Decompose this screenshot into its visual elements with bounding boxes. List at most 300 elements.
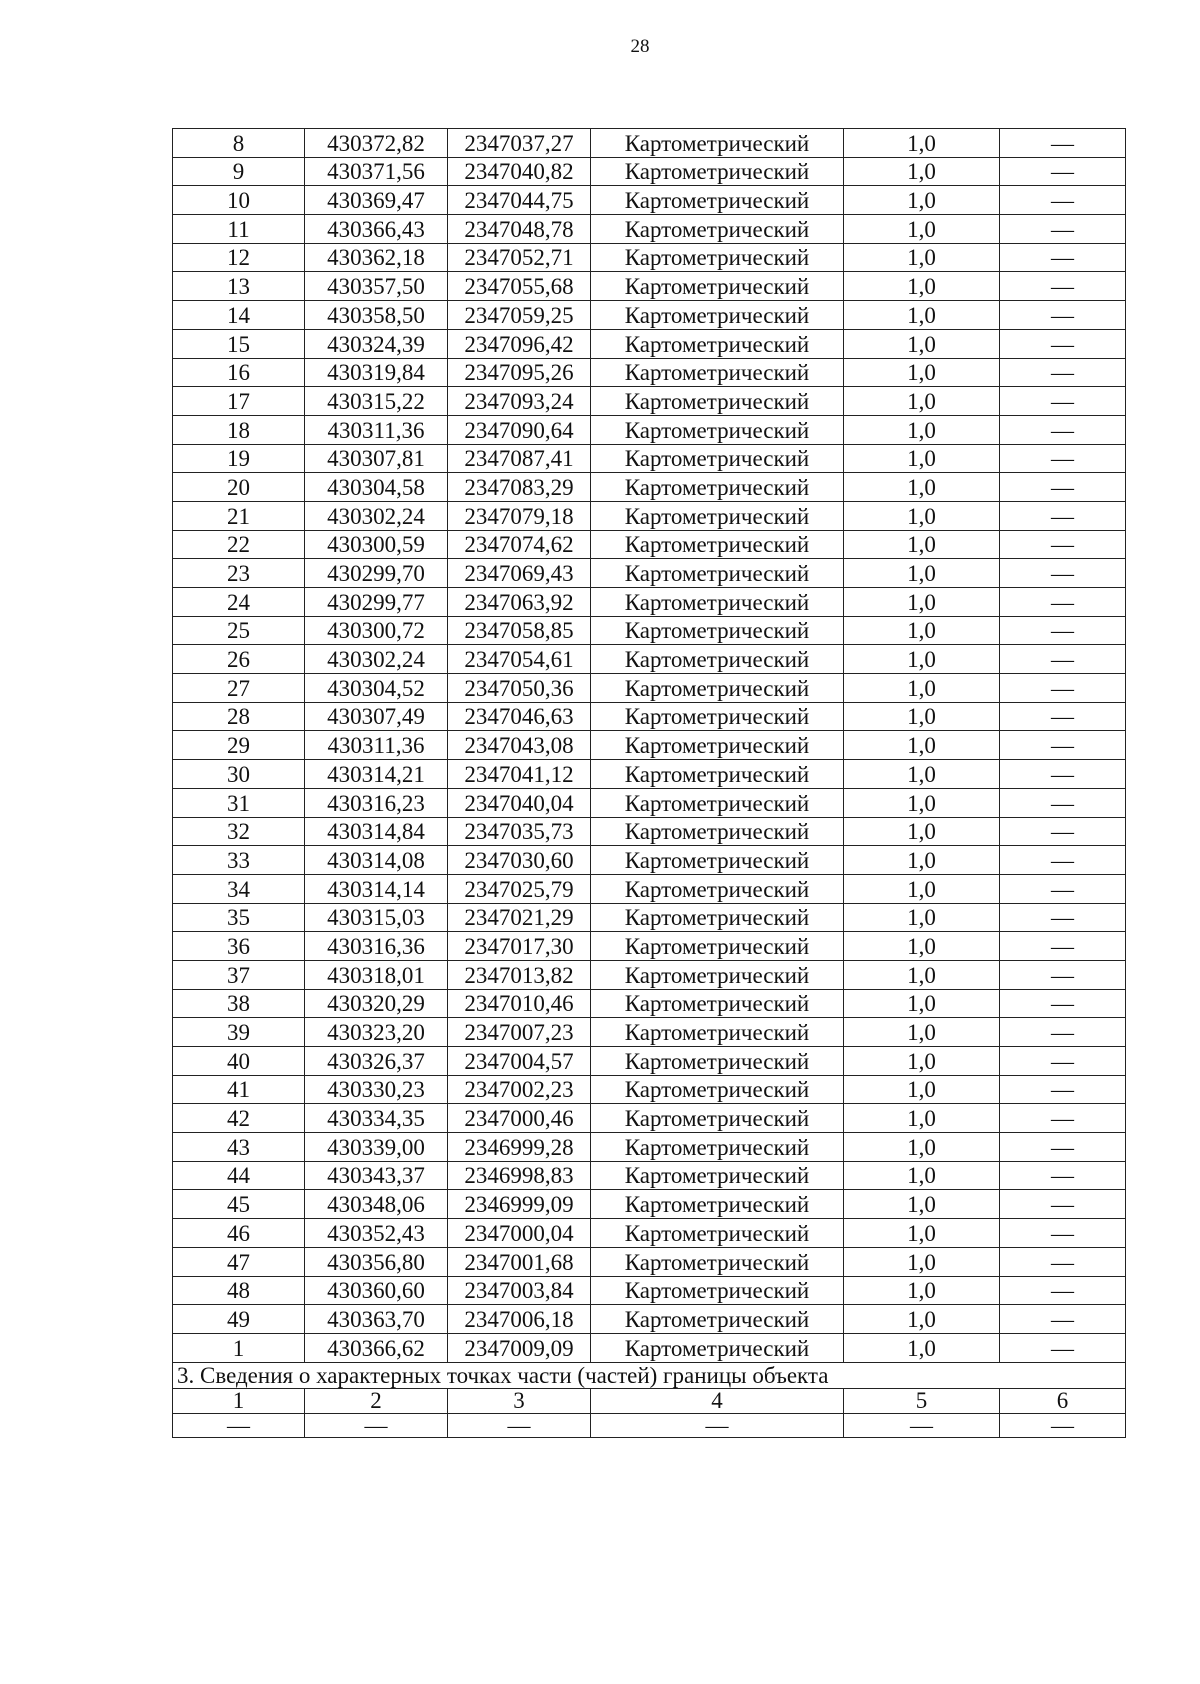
table-row	[173, 559, 1126, 588]
point-number-cell: 37	[173, 960, 305, 989]
method-cell: Картометрический	[591, 243, 844, 272]
accuracy-cell: 1,0	[844, 1247, 1000, 1276]
accuracy-cell: 1,0	[844, 530, 1000, 559]
point-number-cell: 47	[173, 1247, 305, 1276]
coordinates-table	[172, 128, 1126, 1438]
y-coordinate-cell: 2347050,36	[448, 674, 591, 703]
accuracy-cell: 1,0	[844, 559, 1000, 588]
section3-empty-row	[173, 1413, 1126, 1437]
point-number-cell: 17	[173, 387, 305, 416]
table-row	[173, 817, 1126, 846]
x-coordinate-cell: 430314,21	[305, 760, 448, 789]
point-number-cell: 30	[173, 760, 305, 789]
method-cell: Картометрический	[591, 1219, 844, 1248]
table-row	[173, 301, 1126, 330]
point-number-cell: 20	[173, 473, 305, 502]
method-cell: Картометрический	[591, 387, 844, 416]
method-cell: Картометрический	[591, 1075, 844, 1104]
point-number-cell: 18	[173, 415, 305, 444]
point-number-cell: 29	[173, 731, 305, 760]
description-cell: —	[1000, 444, 1126, 473]
method-cell: Картометрический	[591, 1047, 844, 1076]
point-number-cell: 45	[173, 1190, 305, 1219]
accuracy-cell: 1,0	[844, 186, 1000, 215]
accuracy-cell: 1,0	[844, 960, 1000, 989]
table-row	[173, 1333, 1126, 1362]
x-coordinate-cell: 430300,72	[305, 616, 448, 645]
description-cell: —	[1000, 129, 1126, 158]
table-row	[173, 1075, 1126, 1104]
description-cell: —	[1000, 960, 1126, 989]
method-cell: Картометрический	[591, 186, 844, 215]
table-row	[173, 157, 1126, 186]
x-coordinate-cell: 430307,49	[305, 702, 448, 731]
description-cell: —	[1000, 1333, 1126, 1362]
y-coordinate-cell: 2347000,04	[448, 1219, 591, 1248]
table-row	[173, 530, 1126, 559]
description-cell: —	[1000, 473, 1126, 502]
x-coordinate-cell: 430315,03	[305, 903, 448, 932]
y-coordinate-cell: 2347000,46	[448, 1104, 591, 1133]
method-cell: Картометрический	[591, 415, 844, 444]
x-coordinate-cell: 430326,37	[305, 1047, 448, 1076]
x-coordinate-cell: 430339,00	[305, 1133, 448, 1162]
table-row	[173, 415, 1126, 444]
accuracy-cell: 1,0	[844, 1276, 1000, 1305]
description-cell: —	[1000, 1219, 1126, 1248]
method-cell: Картометрический	[591, 817, 844, 846]
section3-title: 3. Сведения о характерных точках части (частей) границы объекта	[173, 1362, 1126, 1388]
y-coordinate-cell: 2347021,29	[448, 903, 591, 932]
point-number-cell: 36	[173, 932, 305, 961]
x-coordinate-cell: 430302,24	[305, 645, 448, 674]
x-coordinate-cell: 430357,50	[305, 272, 448, 301]
description-cell: —	[1000, 501, 1126, 530]
description-cell: —	[1000, 243, 1126, 272]
x-coordinate-cell: 430316,23	[305, 788, 448, 817]
description-cell: —	[1000, 932, 1126, 961]
table-row	[173, 215, 1126, 244]
table-row	[173, 989, 1126, 1018]
y-coordinate-cell: 2347048,78	[448, 215, 591, 244]
method-cell: Картометрический	[591, 989, 844, 1018]
method-cell: Картометрический	[591, 903, 844, 932]
accuracy-cell: 1,0	[844, 1333, 1000, 1362]
description-cell: —	[1000, 415, 1126, 444]
y-coordinate-cell: 2346998,83	[448, 1161, 591, 1190]
description-cell: —	[1000, 903, 1126, 932]
x-coordinate-cell: 430356,80	[305, 1247, 448, 1276]
x-coordinate-cell: 430366,43	[305, 215, 448, 244]
accuracy-cell: 1,0	[844, 932, 1000, 961]
table-row	[173, 932, 1126, 961]
method-cell: Картометрический	[591, 1104, 844, 1133]
accuracy-cell: 1,0	[844, 129, 1000, 158]
point-number-cell: 27	[173, 674, 305, 703]
table-row	[173, 874, 1126, 903]
y-coordinate-cell: 2347035,73	[448, 817, 591, 846]
description-cell: —	[1000, 1161, 1126, 1190]
point-number-cell: 43	[173, 1133, 305, 1162]
point-number-cell: 32	[173, 817, 305, 846]
description-cell: —	[1000, 1247, 1126, 1276]
y-coordinate-cell: 2347059,25	[448, 301, 591, 330]
point-number-cell: 13	[173, 272, 305, 301]
accuracy-cell: 1,0	[844, 588, 1000, 617]
table-row	[173, 588, 1126, 617]
y-coordinate-cell: 2347044,75	[448, 186, 591, 215]
point-number-cell: 19	[173, 444, 305, 473]
method-cell: Картометрический	[591, 731, 844, 760]
x-coordinate-cell: 430371,56	[305, 157, 448, 186]
method-cell: Картометрический	[591, 788, 844, 817]
method-cell: Картометрический	[591, 760, 844, 789]
table-row	[173, 501, 1126, 530]
accuracy-cell: 1,0	[844, 272, 1000, 301]
method-cell: Картометрический	[591, 559, 844, 588]
point-number-cell: 28	[173, 702, 305, 731]
accuracy-cell: 1,0	[844, 215, 1000, 244]
point-number-cell: 33	[173, 846, 305, 875]
empty-cell: —	[173, 1413, 305, 1437]
empty-cell: —	[448, 1413, 591, 1437]
description-cell: —	[1000, 1190, 1126, 1219]
x-coordinate-cell: 430343,37	[305, 1161, 448, 1190]
y-coordinate-cell: 2347030,60	[448, 846, 591, 875]
y-coordinate-cell: 2346999,09	[448, 1190, 591, 1219]
x-coordinate-cell: 430300,59	[305, 530, 448, 559]
description-cell: —	[1000, 1133, 1126, 1162]
method-cell: Картометрический	[591, 1133, 844, 1162]
accuracy-cell: 1,0	[844, 874, 1000, 903]
description-cell: —	[1000, 846, 1126, 875]
accuracy-cell: 1,0	[844, 1047, 1000, 1076]
accuracy-cell: 1,0	[844, 989, 1000, 1018]
y-coordinate-cell: 2347010,46	[448, 989, 591, 1018]
description-cell: —	[1000, 186, 1126, 215]
x-coordinate-cell: 430323,20	[305, 1018, 448, 1047]
accuracy-cell: 1,0	[844, 415, 1000, 444]
y-coordinate-cell: 2347040,82	[448, 157, 591, 186]
x-coordinate-cell: 430315,22	[305, 387, 448, 416]
description-cell: —	[1000, 731, 1126, 760]
empty-cell: —	[591, 1413, 844, 1437]
accuracy-cell: 1,0	[844, 645, 1000, 674]
point-number-cell: 42	[173, 1104, 305, 1133]
method-cell: Картометрический	[591, 272, 844, 301]
point-number-cell: 1	[173, 1333, 305, 1362]
x-coordinate-cell: 430362,18	[305, 243, 448, 272]
accuracy-cell: 1,0	[844, 157, 1000, 186]
description-cell: —	[1000, 559, 1126, 588]
point-number-cell: 39	[173, 1018, 305, 1047]
method-cell: Картометрический	[591, 846, 844, 875]
method-cell: Картометрический	[591, 616, 844, 645]
x-coordinate-cell: 430302,24	[305, 501, 448, 530]
description-cell: —	[1000, 760, 1126, 789]
accuracy-cell: 1,0	[844, 1190, 1000, 1219]
empty-cell: —	[305, 1413, 448, 1437]
table-row	[173, 616, 1126, 645]
method-cell: Картометрический	[591, 301, 844, 330]
page-number: 28	[630, 36, 650, 57]
table-row	[173, 1104, 1126, 1133]
description-cell: —	[1000, 1276, 1126, 1305]
x-coordinate-cell: 430330,23	[305, 1075, 448, 1104]
table-row	[173, 1219, 1126, 1248]
accuracy-cell: 1,0	[844, 1161, 1000, 1190]
coordinates-table-body	[173, 129, 1126, 1363]
x-coordinate-cell: 430307,81	[305, 444, 448, 473]
point-number-cell: 44	[173, 1161, 305, 1190]
y-coordinate-cell: 2346999,28	[448, 1133, 591, 1162]
y-coordinate-cell: 2347055,68	[448, 272, 591, 301]
x-coordinate-cell: 430366,62	[305, 1333, 448, 1362]
section3-title-row	[173, 1362, 1126, 1388]
point-number-cell: 24	[173, 588, 305, 617]
description-cell: —	[1000, 272, 1126, 301]
x-coordinate-cell: 430319,84	[305, 358, 448, 387]
table-row	[173, 1276, 1126, 1305]
accuracy-cell: 1,0	[844, 444, 1000, 473]
accuracy-cell: 1,0	[844, 903, 1000, 932]
description-cell: —	[1000, 329, 1126, 358]
table-row	[173, 129, 1126, 158]
x-coordinate-cell: 430324,39	[305, 329, 448, 358]
table-row	[173, 1190, 1126, 1219]
y-coordinate-cell: 2347093,24	[448, 387, 591, 416]
y-coordinate-cell: 2347037,27	[448, 129, 591, 158]
table-row	[173, 702, 1126, 731]
x-coordinate-cell: 430363,70	[305, 1305, 448, 1334]
section3-column-numbers-row	[173, 1388, 1126, 1413]
point-number-cell: 14	[173, 301, 305, 330]
table-row	[173, 760, 1126, 789]
method-cell: Картометрический	[591, 329, 844, 358]
method-cell: Картометрический	[591, 473, 844, 502]
accuracy-cell: 1,0	[844, 1133, 1000, 1162]
point-number-cell: 25	[173, 616, 305, 645]
x-coordinate-cell: 430318,01	[305, 960, 448, 989]
x-coordinate-cell: 430314,14	[305, 874, 448, 903]
x-coordinate-cell: 430358,50	[305, 301, 448, 330]
column-number-2: 2	[305, 1388, 448, 1413]
table-row	[173, 1133, 1126, 1162]
description-cell: —	[1000, 301, 1126, 330]
table-row	[173, 1018, 1126, 1047]
accuracy-cell: 1,0	[844, 243, 1000, 272]
point-number-cell: 11	[173, 215, 305, 244]
point-number-cell: 41	[173, 1075, 305, 1104]
method-cell: Картометрический	[591, 358, 844, 387]
section3-body	[173, 1362, 1126, 1437]
table-row	[173, 243, 1126, 272]
description-cell: —	[1000, 788, 1126, 817]
accuracy-cell: 1,0	[844, 1104, 1000, 1133]
description-cell: —	[1000, 645, 1126, 674]
point-number-cell: 16	[173, 358, 305, 387]
x-coordinate-cell: 430314,08	[305, 846, 448, 875]
y-coordinate-cell: 2347003,84	[448, 1276, 591, 1305]
description-cell: —	[1000, 530, 1126, 559]
description-cell: —	[1000, 1075, 1126, 1104]
column-number-3: 3	[448, 1388, 591, 1413]
y-coordinate-cell: 2347087,41	[448, 444, 591, 473]
y-coordinate-cell: 2347001,68	[448, 1247, 591, 1276]
y-coordinate-cell: 2347025,79	[448, 874, 591, 903]
x-coordinate-cell: 430348,06	[305, 1190, 448, 1219]
y-coordinate-cell: 2347004,57	[448, 1047, 591, 1076]
table-row	[173, 444, 1126, 473]
method-cell: Картометрический	[591, 1276, 844, 1305]
point-number-cell: 15	[173, 329, 305, 358]
method-cell: Картометрический	[591, 874, 844, 903]
method-cell: Картометрический	[591, 932, 844, 961]
point-number-cell: 21	[173, 501, 305, 530]
point-number-cell: 10	[173, 186, 305, 215]
y-coordinate-cell: 2347046,63	[448, 702, 591, 731]
method-cell: Картометрический	[591, 702, 844, 731]
table-row	[173, 1161, 1126, 1190]
description-cell: —	[1000, 157, 1126, 186]
column-number-5: 5	[844, 1388, 1000, 1413]
method-cell: Картометрический	[591, 129, 844, 158]
accuracy-cell: 1,0	[844, 674, 1000, 703]
method-cell: Картометрический	[591, 501, 844, 530]
accuracy-cell: 1,0	[844, 1018, 1000, 1047]
point-number-cell: 38	[173, 989, 305, 1018]
x-coordinate-cell: 430311,36	[305, 731, 448, 760]
table-row	[173, 960, 1126, 989]
accuracy-cell: 1,0	[844, 358, 1000, 387]
x-coordinate-cell: 430372,82	[305, 129, 448, 158]
point-number-cell: 46	[173, 1219, 305, 1248]
method-cell: Картометрический	[591, 588, 844, 617]
method-cell: Картометрический	[591, 645, 844, 674]
x-coordinate-cell: 430299,70	[305, 559, 448, 588]
accuracy-cell: 1,0	[844, 846, 1000, 875]
method-cell: Картометрический	[591, 674, 844, 703]
table-row	[173, 846, 1126, 875]
y-coordinate-cell: 2347009,09	[448, 1333, 591, 1362]
x-coordinate-cell: 430360,60	[305, 1276, 448, 1305]
description-cell: —	[1000, 989, 1126, 1018]
method-cell: Картометрический	[591, 1018, 844, 1047]
point-number-cell: 22	[173, 530, 305, 559]
y-coordinate-cell: 2347058,85	[448, 616, 591, 645]
description-cell: —	[1000, 674, 1126, 703]
point-number-cell: 23	[173, 559, 305, 588]
description-cell: —	[1000, 1104, 1126, 1133]
x-coordinate-cell: 430304,52	[305, 674, 448, 703]
table-row	[173, 731, 1126, 760]
description-cell: —	[1000, 616, 1126, 645]
y-coordinate-cell: 2347054,61	[448, 645, 591, 674]
point-number-cell: 9	[173, 157, 305, 186]
y-coordinate-cell: 2347063,92	[448, 588, 591, 617]
table-row	[173, 387, 1126, 416]
empty-cell: —	[1000, 1413, 1126, 1437]
description-cell: —	[1000, 588, 1126, 617]
x-coordinate-cell: 430352,43	[305, 1219, 448, 1248]
x-coordinate-cell: 430314,84	[305, 817, 448, 846]
y-coordinate-cell: 2347079,18	[448, 501, 591, 530]
method-cell: Картометрический	[591, 1305, 844, 1334]
table-row	[173, 186, 1126, 215]
column-number-6: 6	[1000, 1388, 1126, 1413]
description-cell: —	[1000, 358, 1126, 387]
x-coordinate-cell: 430320,29	[305, 989, 448, 1018]
y-coordinate-cell: 2347074,62	[448, 530, 591, 559]
column-number-4: 4	[591, 1388, 844, 1413]
description-cell: —	[1000, 702, 1126, 731]
accuracy-cell: 1,0	[844, 329, 1000, 358]
description-cell: —	[1000, 215, 1126, 244]
y-coordinate-cell: 2347040,04	[448, 788, 591, 817]
accuracy-cell: 1,0	[844, 760, 1000, 789]
description-cell: —	[1000, 1305, 1126, 1334]
column-number-1: 1	[173, 1388, 305, 1413]
y-coordinate-cell: 2347041,12	[448, 760, 591, 789]
y-coordinate-cell: 2347090,64	[448, 415, 591, 444]
description-cell: —	[1000, 817, 1126, 846]
accuracy-cell: 1,0	[844, 473, 1000, 502]
description-cell: —	[1000, 1047, 1126, 1076]
accuracy-cell: 1,0	[844, 501, 1000, 530]
method-cell: Картометрический	[591, 530, 844, 559]
description-cell: —	[1000, 1018, 1126, 1047]
method-cell: Картометрический	[591, 444, 844, 473]
method-cell: Картометрический	[591, 1190, 844, 1219]
method-cell: Картометрический	[591, 1161, 844, 1190]
y-coordinate-cell: 2347096,42	[448, 329, 591, 358]
method-cell: Картометрический	[591, 1333, 844, 1362]
x-coordinate-cell: 430299,77	[305, 588, 448, 617]
y-coordinate-cell: 2347095,26	[448, 358, 591, 387]
accuracy-cell: 1,0	[844, 616, 1000, 645]
description-cell: —	[1000, 387, 1126, 416]
accuracy-cell: 1,0	[844, 301, 1000, 330]
point-number-cell: 8	[173, 129, 305, 158]
x-coordinate-cell: 430334,35	[305, 1104, 448, 1133]
table-row	[173, 903, 1126, 932]
point-number-cell: 40	[173, 1047, 305, 1076]
method-cell: Картометрический	[591, 215, 844, 244]
accuracy-cell: 1,0	[844, 731, 1000, 760]
table-row	[173, 645, 1126, 674]
table-row	[173, 473, 1126, 502]
y-coordinate-cell: 2347083,29	[448, 473, 591, 502]
table-row	[173, 788, 1126, 817]
point-number-cell: 31	[173, 788, 305, 817]
accuracy-cell: 1,0	[844, 817, 1000, 846]
method-cell: Картометрический	[591, 1247, 844, 1276]
table-row	[173, 329, 1126, 358]
empty-cell: —	[844, 1413, 1000, 1437]
y-coordinate-cell: 2347006,18	[448, 1305, 591, 1334]
accuracy-cell: 1,0	[844, 1075, 1000, 1104]
y-coordinate-cell: 2347052,71	[448, 243, 591, 272]
y-coordinate-cell: 2347002,23	[448, 1075, 591, 1104]
table-row	[173, 1047, 1126, 1076]
accuracy-cell: 1,0	[844, 1305, 1000, 1334]
y-coordinate-cell: 2347007,23	[448, 1018, 591, 1047]
x-coordinate-cell: 430311,36	[305, 415, 448, 444]
x-coordinate-cell: 430316,36	[305, 932, 448, 961]
y-coordinate-cell: 2347043,08	[448, 731, 591, 760]
y-coordinate-cell: 2347069,43	[448, 559, 591, 588]
method-cell: Картометрический	[591, 960, 844, 989]
